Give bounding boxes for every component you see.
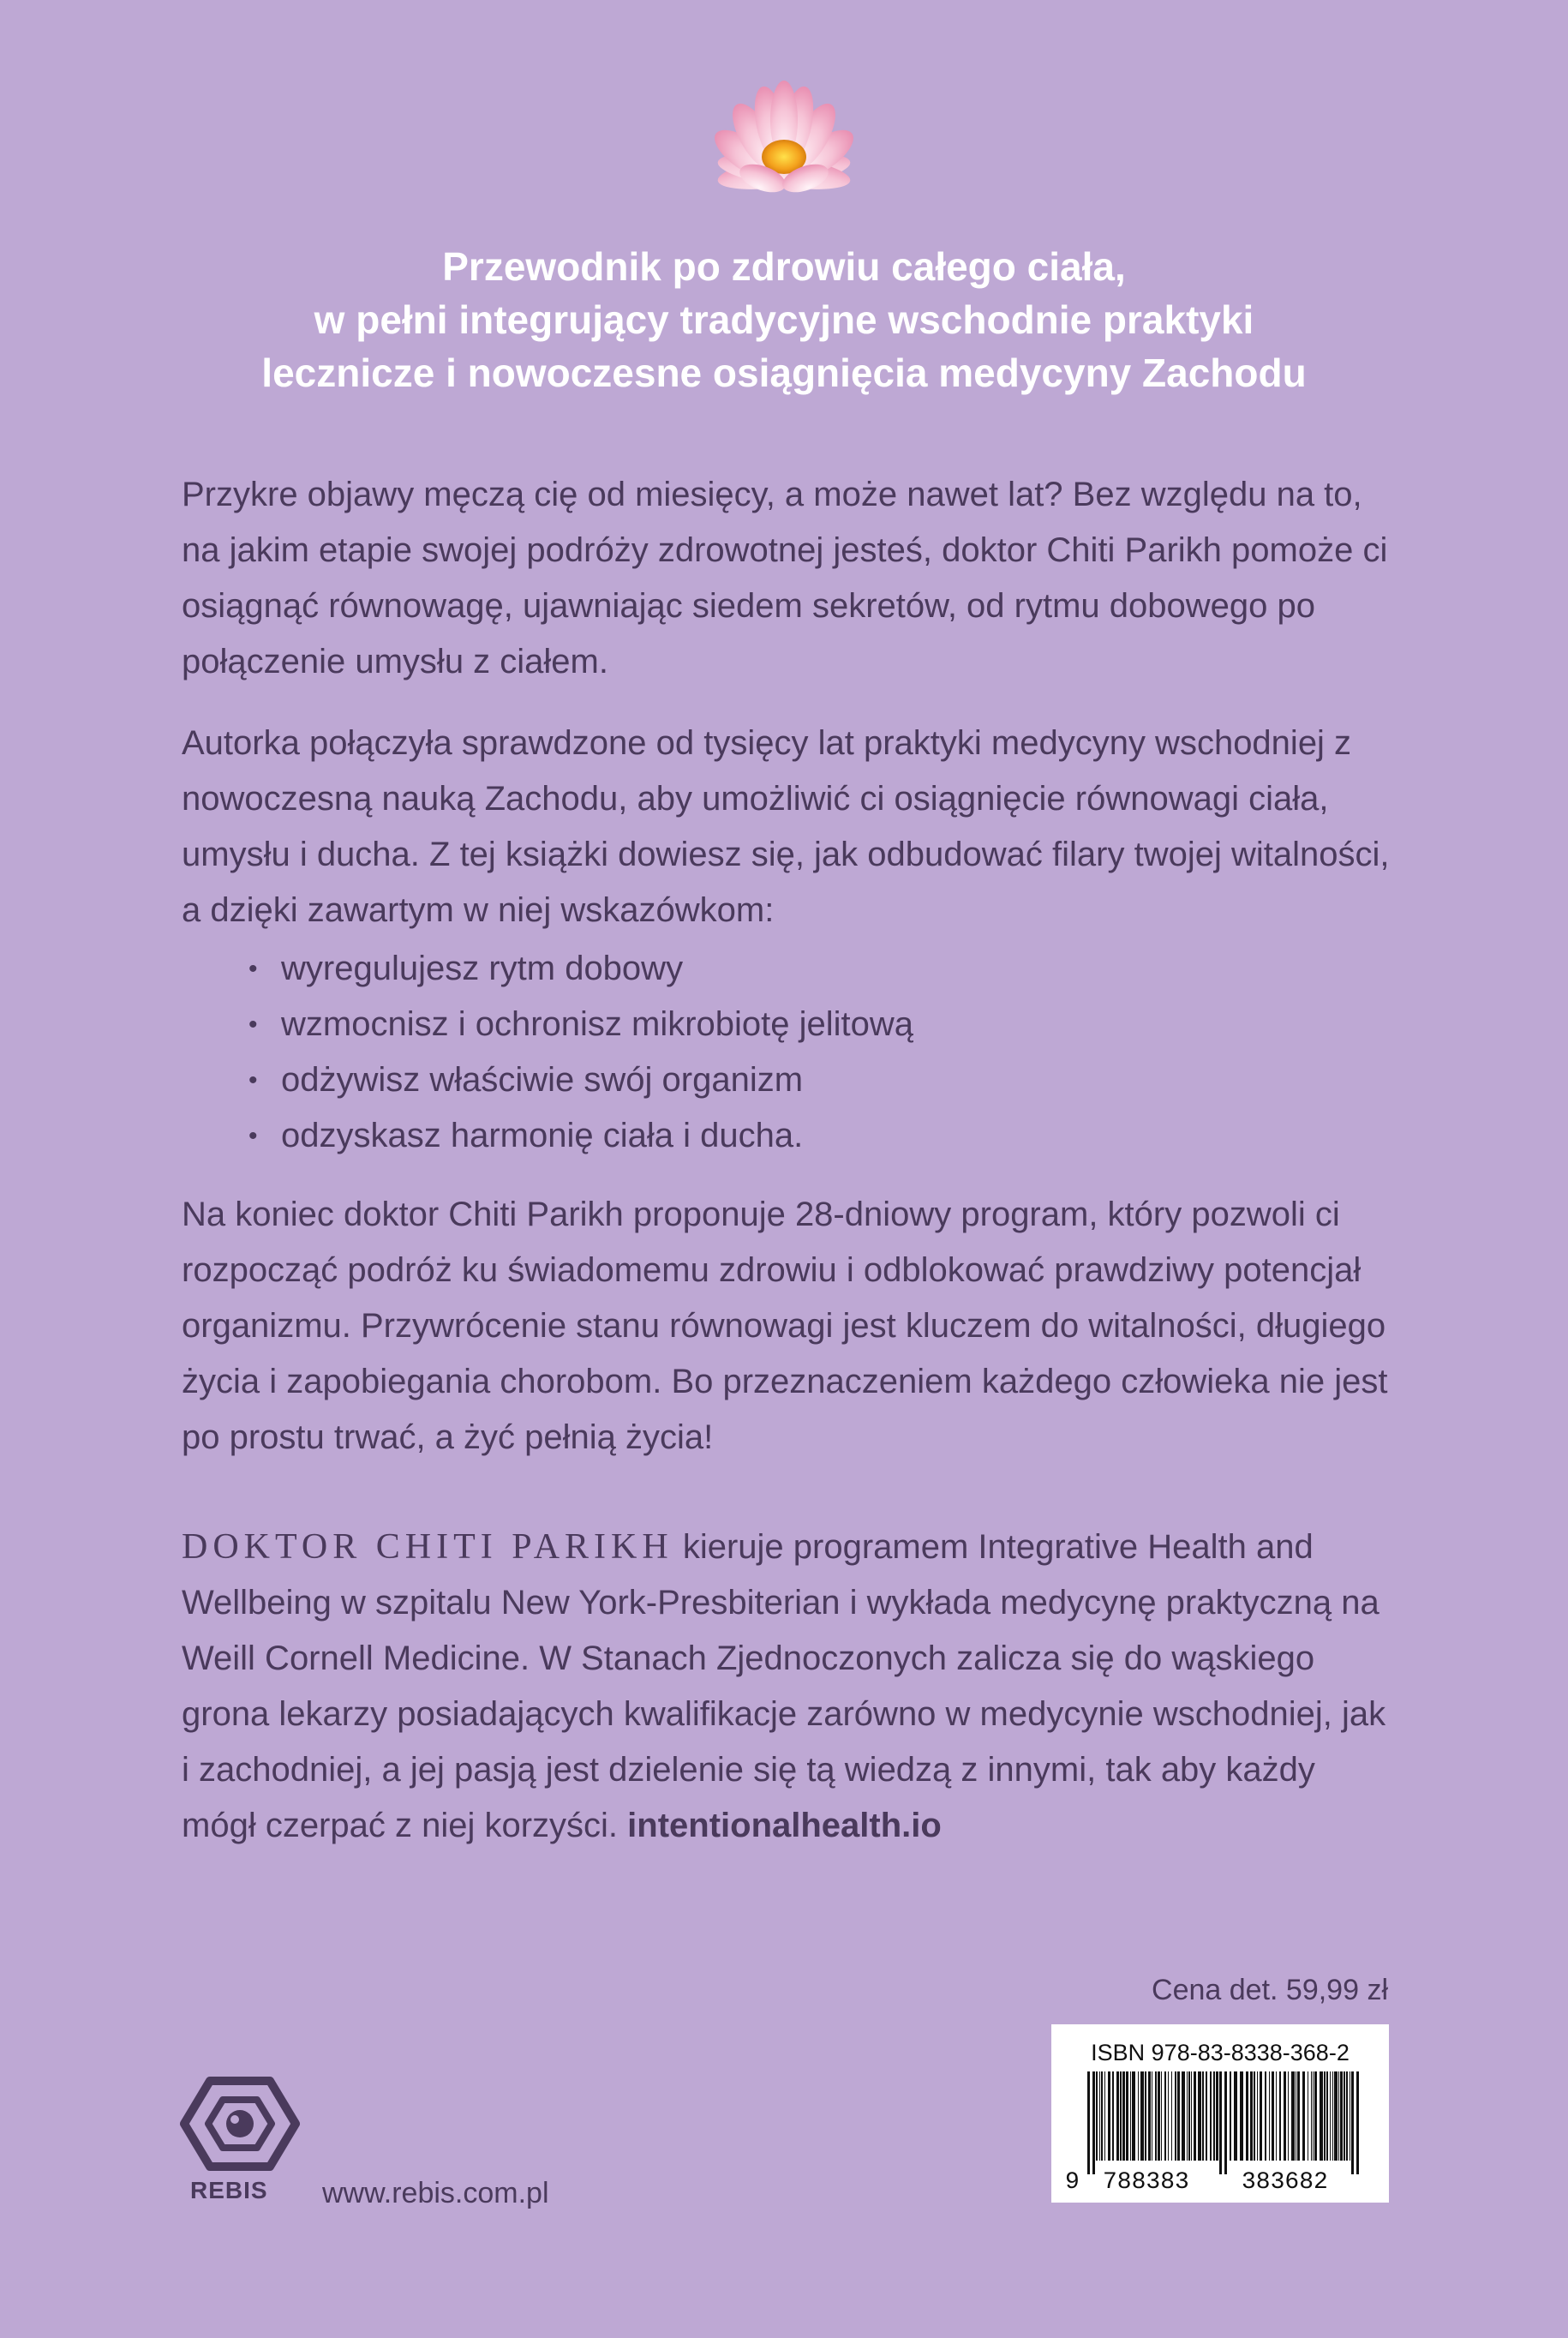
barcode-bar	[1257, 2071, 1258, 2161]
paragraph-text: Na koniec doktor Chiti Parikh proponuje 28-dniowy program, który pozwoli ci rozpocząć podróż ku świadomemu zdrowiu i odblokować prawdziwy potencjał organizmu. Przywrócenie stanu równowagi jest kluczem do witalności, długiego życia i zapobiegania chorobom. Bo przeznaczeniem każdego człowieka nie jest po prostu trwać, a żyć pełnią życia!	[182, 1196, 1388, 1456]
barcode-bar	[1096, 2071, 1098, 2161]
barcode-bar	[1340, 2071, 1343, 2161]
isbn-digits-group-2: 383682	[1242, 2169, 1328, 2196]
isbn-digit-first: 9	[1065, 2169, 1080, 2196]
barcode-bar	[1344, 2071, 1345, 2161]
barcode-bar	[1202, 2071, 1204, 2161]
barcode-bar	[1122, 2071, 1125, 2161]
barcode-bar	[1260, 2071, 1262, 2161]
barcode-bar	[1191, 2071, 1192, 2161]
barcode-bar	[1120, 2071, 1122, 2161]
barcode-bar	[1254, 2071, 1255, 2161]
headline	[129, 240, 1439, 399]
isbn-digits-group-1: 788383	[1103, 2169, 1189, 2196]
barcode-guard-bar	[1224, 2071, 1227, 2174]
barcode-bar	[1132, 2071, 1135, 2161]
description-paragraph-3	[182, 1187, 1398, 1466]
author-bio-body: kieruje programem Integrative Health and Wellbeing w szpitalu New York-Presbiterian i wykłada medycynę praktyczną na Weill Cornell Medicine. W Stanach Zjednoczonych zalicza się do wąskiego grona lekarzy posiadających kwalifikacje zarówno w medycynie wschodniej, jak i zachodniej, a jej pasją jest dzielenie się tą wiedzą z innymi, tak aby każdy mógł czerpać z niej korzyści.	[182, 1528, 1386, 1844]
barcode-bar	[1101, 2071, 1103, 2161]
barcode-bar	[1326, 2071, 1328, 2161]
barcode-bar	[1240, 2071, 1243, 2161]
barcode-bar	[1155, 2071, 1157, 2161]
barcode-bar	[1164, 2071, 1166, 2161]
isbn-label: ISBN 978-83-8338-368-2	[1091, 2040, 1350, 2065]
barcode-bar	[1330, 2071, 1331, 2161]
paragraph-text: Przykre objawy męczą cię od miesięcy, a może nawet lat? Bez względu na to, na jakim etapie swojej podróży zdrowotnej jesteś, doktor Chiti Parikh pomoże ci osiągnąć równowagę, ujawniając siedem sekretów, od rytmu dobowego po połączenie umysłu z ciałem.	[182, 476, 1388, 680]
author-bio	[182, 1520, 1398, 1854]
barcode-bar	[1168, 2071, 1169, 2161]
barcode-bar	[1311, 2071, 1312, 2161]
barcode-bar	[1161, 2071, 1162, 2161]
lotus-flower-illustration	[703, 75, 865, 230]
barcode-bar	[1297, 2071, 1300, 2161]
barcode-bar	[1279, 2071, 1281, 2161]
barcode-bar	[1288, 2071, 1289, 2161]
headline-line-3: lecznicze i nowoczesne osiągnięcia medycyny Zachodu	[261, 351, 1307, 395]
barcode-bar	[1313, 2071, 1314, 2161]
barcode-bar	[1210, 2071, 1212, 2161]
barcode-bar	[1177, 2071, 1180, 2161]
barcode-guard-bar	[1092, 2071, 1095, 2174]
isbn-barcode	[1051, 2024, 1389, 2203]
barcode-bar	[1302, 2071, 1305, 2161]
barcode-bar	[1206, 2071, 1207, 2161]
barcode-bar	[1182, 2071, 1185, 2161]
barcode-bar	[1276, 2071, 1277, 2161]
rebis-logo-icon	[176, 2064, 304, 2192]
benefits-list	[248, 941, 1362, 1164]
barcode-guard-bar	[1219, 2071, 1222, 2174]
barcode-bar	[1334, 2071, 1338, 2161]
barcode-bar	[1346, 2071, 1348, 2161]
headline-line-1: Przewodnik po zdrowiu całego ciała,	[442, 244, 1126, 289]
headline-line-2: w pełni integrujący tradycyjne wschodnie praktyki	[314, 297, 1254, 342]
list-item: • wzmocnisz i ochronisz mikrobiotę jelitową	[248, 997, 1362, 1052]
barcode-bar	[1213, 2071, 1215, 2161]
barcode-bar	[1320, 2071, 1323, 2161]
author-name: DOKTOR CHITI PARIKH	[182, 1527, 673, 1567]
barcode-bar	[1246, 2071, 1248, 2161]
barcode-guard-bar	[1351, 2071, 1354, 2174]
barcode-bar	[1145, 2071, 1146, 2161]
list-item: • odżywisz właściwie swój organizm	[248, 1052, 1362, 1108]
publisher-logo-text: REBIS	[190, 2177, 268, 2203]
barcode-bar	[1234, 2071, 1237, 2161]
barcode-bar	[1130, 2071, 1131, 2161]
description-paragraph-2	[182, 716, 1398, 938]
barcode-bar	[1138, 2071, 1139, 2161]
barcode-guard-bar	[1087, 2071, 1090, 2174]
barcode-bar	[1158, 2071, 1160, 2161]
list-item: • odzyskasz harmonię ciała i ducha.	[248, 1108, 1362, 1164]
barcode-bar	[1112, 2071, 1114, 2161]
barcode-bar	[1272, 2071, 1274, 2161]
barcode-bar	[1171, 2071, 1172, 2161]
barcode-bar	[1148, 2071, 1151, 2161]
author-website-link[interactable]: intentionalhealth.io	[627, 1807, 942, 1844]
barcode-bar	[1269, 2071, 1270, 2161]
barcode-bars	[1065, 2071, 1375, 2174]
barcode-guard-bar	[1356, 2071, 1359, 2174]
barcode-bar	[1265, 2071, 1266, 2161]
barcode-bar	[1230, 2071, 1231, 2161]
barcode-bar	[1108, 2071, 1110, 2161]
barcode-bar	[1332, 2071, 1333, 2161]
barcode-bar	[1324, 2071, 1326, 2161]
barcode-bar	[1126, 2071, 1128, 2161]
barcode-bar	[1198, 2071, 1201, 2161]
barcode-bar	[1194, 2071, 1196, 2161]
barcode-bar	[1140, 2071, 1144, 2161]
barcode-bar	[1314, 2071, 1317, 2161]
barcode-bar	[1291, 2071, 1295, 2161]
price-label: Cena det. 59,99 zł	[1152, 1974, 1388, 2006]
paragraph-text: Autorka połączyła sprawdzone od tysięcy lat praktyki medycyny wschodniej z nowoczesną nauką Zachodu, aby umożliwić ci osiągnięcie równowagi ciała, umysłu i ducha. Z tej książki dowiesz się, jak odbudować filary twojej witalności, a dzięki zawartym w niej wskazówkom:	[182, 724, 1390, 929]
barcode-bar	[1188, 2071, 1190, 2161]
description-paragraph-1	[182, 467, 1398, 690]
barcode-bar	[1216, 2071, 1218, 2161]
barcode-bar	[1250, 2071, 1253, 2161]
barcode-bar	[1104, 2071, 1105, 2161]
list-item: • wyregulujesz rytm dobowy	[248, 941, 1362, 997]
barcode-bar	[1187, 2071, 1188, 2161]
barcode-bar	[1284, 2071, 1286, 2161]
publisher-website[interactable]: www.rebis.com.pl	[322, 2177, 549, 2209]
barcode-bar	[1338, 2071, 1339, 2161]
barcode-bar	[1175, 2071, 1176, 2161]
barcode-bar	[1099, 2071, 1100, 2161]
author-bio-text	[182, 1520, 1398, 1854]
barcode-bar	[1116, 2071, 1119, 2161]
